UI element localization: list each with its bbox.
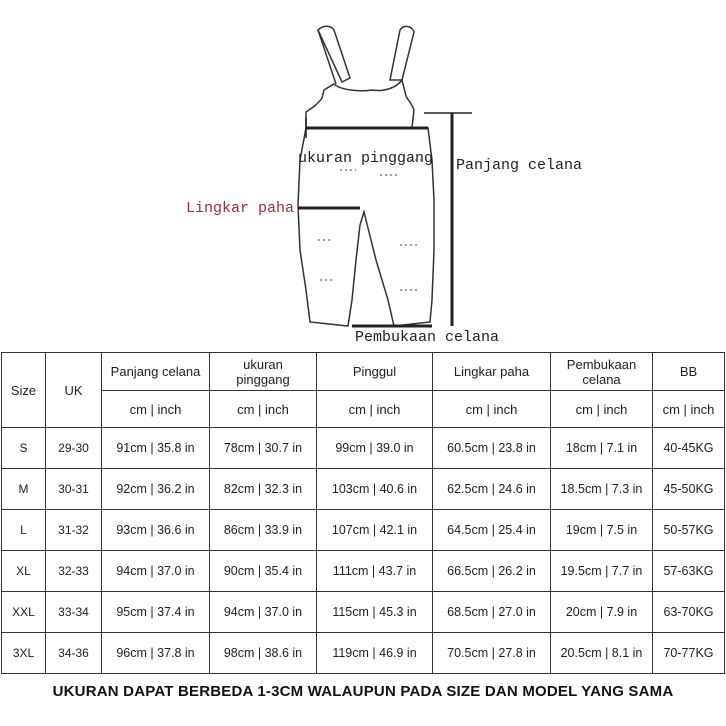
overall-diagram (0, 0, 726, 350)
unit-pinggul: cm | inch (317, 391, 433, 428)
header-pembukaan-celana-text: Pembukaan celana (566, 356, 637, 387)
table-row (2, 592, 725, 633)
cell-uk: 30-31 (46, 469, 102, 510)
table-row (2, 428, 725, 469)
size-chart-table (1, 352, 725, 674)
cell-panjang-celana: 91cm | 35.8 in (102, 428, 210, 469)
unit-bb: cm | inch (653, 391, 725, 428)
cell-bb: 57-63KG (653, 551, 725, 592)
unit-ukuran-pinggang: cm | inch (210, 391, 317, 428)
cell-lingkar-paha: 60.5cm | 23.8 in (433, 428, 551, 469)
cell-size: M (2, 469, 46, 510)
cell-lingkar-paha: 66.5cm | 26.2 in (433, 551, 551, 592)
cell-pembukaan-celana: 18.5cm | 7.3 in (551, 469, 653, 510)
cell-pinggul: 111cm | 43.7 in (317, 551, 433, 592)
cell-uk: 32-33 (46, 551, 102, 592)
cell-pembukaan-celana: 18cm | 7.1 in (551, 428, 653, 469)
cell-size: L (2, 510, 46, 551)
cell-pembukaan-celana: 19.5cm | 7.7 in (551, 551, 653, 592)
cell-panjang-celana: 95cm | 37.4 in (102, 592, 210, 633)
label-pembukaan-celana: Pembukaan celana (355, 329, 500, 346)
label-panjang-celana: Panjang celana (456, 157, 583, 174)
cell-bb: 45-50KG (653, 469, 725, 510)
cell-ukuran-pinggang: 94cm | 37.0 in (210, 592, 317, 633)
cell-uk: 31-32 (46, 510, 102, 551)
table-row (2, 510, 725, 551)
cell-bb: 63-70KG (653, 592, 725, 633)
cell-size: S (2, 428, 46, 469)
label-ukuran-pinggang: ukuran pinggang (298, 150, 434, 167)
cell-uk: 34-36 (46, 633, 102, 674)
cell-size: 3XL (2, 633, 46, 674)
cell-bb: 50-57KG (653, 510, 725, 551)
cell-size: XXL (2, 592, 46, 633)
cell-panjang-celana: 94cm | 37.0 in (102, 551, 210, 592)
cell-uk: 33-34 (46, 592, 102, 633)
cell-panjang-celana: 92cm | 36.2 in (102, 469, 210, 510)
cell-size: XL (2, 551, 46, 592)
cell-lingkar-paha: 70.5cm | 27.8 in (433, 633, 551, 674)
header-ukuran-pinggang-text: ukuran pinggang (236, 356, 290, 387)
cell-lingkar-paha: 64.5cm | 25.4 in (433, 510, 551, 551)
table-row (2, 633, 725, 674)
label-lingkar-paha: Lingkar paha (186, 200, 295, 217)
unit-lingkar-paha: cm | inch (433, 391, 551, 428)
header-pinggul: Pinggul (317, 353, 433, 391)
header-panjang-celana: Panjang celana (102, 353, 210, 391)
cell-pinggul: 115cm | 45.3 in (317, 592, 433, 633)
cell-pinggul: 119cm | 46.9 in (317, 633, 433, 674)
cell-panjang-celana: 96cm | 37.8 in (102, 633, 210, 674)
unit-panjang-celana: cm | inch (102, 391, 210, 428)
cell-pinggul: 107cm | 42.1 in (317, 510, 433, 551)
footer-disclaimer: UKURAN DAPAT BERBEDA 1-3CM WALAUPUN PADA SIZE DAN MODEL YANG SAMA (52, 683, 674, 700)
header-pembukaan-celana (551, 353, 653, 391)
cell-pinggul: 103cm | 40.6 in (317, 469, 433, 510)
header-uk: UK (46, 353, 102, 428)
cell-lingkar-paha: 68.5cm | 27.0 in (433, 592, 551, 633)
table-row (2, 551, 725, 592)
cell-bb: 40-45KG (653, 428, 725, 469)
overall-outline-icon (0, 0, 726, 350)
header-ukuran-pinggang (210, 353, 317, 391)
unit-row (2, 391, 725, 428)
cell-ukuran-pinggang: 82cm | 32.3 in (210, 469, 317, 510)
cell-ukuran-pinggang: 78cm | 30.7 in (210, 428, 317, 469)
cell-ukuran-pinggang: 98cm | 38.6 in (210, 633, 317, 674)
cell-pinggul: 99cm | 39.0 in (317, 428, 433, 469)
header-row (2, 353, 725, 391)
header-size: Size (2, 353, 46, 428)
cell-uk: 29-30 (46, 428, 102, 469)
header-lingkar-paha: Lingkar paha (433, 353, 551, 391)
cell-pembukaan-celana: 20cm | 7.9 in (551, 592, 653, 633)
unit-pembukaan-celana: cm | inch (551, 391, 653, 428)
cell-ukuran-pinggang: 86cm | 33.9 in (210, 510, 317, 551)
cell-pembukaan-celana: 20.5cm | 8.1 in (551, 633, 653, 674)
header-bb: BB (653, 353, 725, 391)
cell-ukuran-pinggang: 90cm | 35.4 in (210, 551, 317, 592)
cell-bb: 70-77KG (653, 633, 725, 674)
table-row (2, 469, 725, 510)
cell-pembukaan-celana: 19cm | 7.5 in (551, 510, 653, 551)
cell-panjang-celana: 93cm | 36.6 in (102, 510, 210, 551)
cell-lingkar-paha: 62.5cm | 24.6 in (433, 469, 551, 510)
